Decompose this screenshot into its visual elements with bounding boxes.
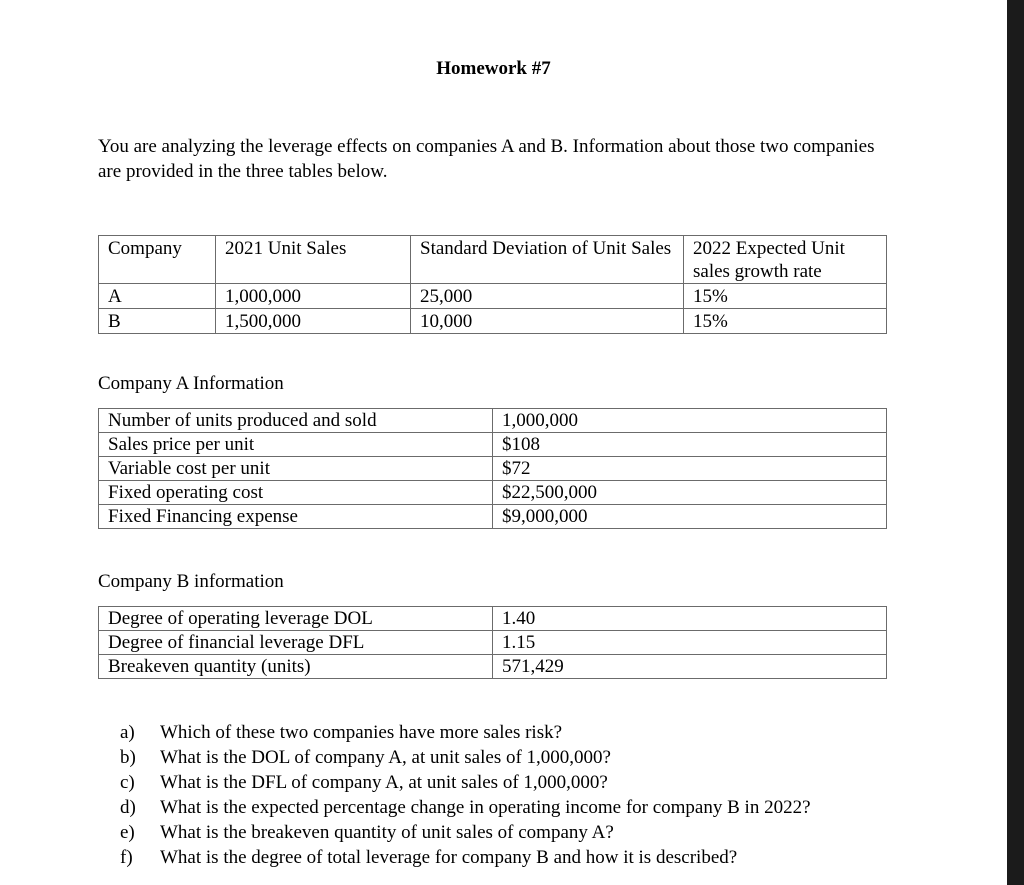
table-row bbox=[99, 409, 887, 433]
list-marker: d) bbox=[120, 797, 136, 818]
question-text: What is the DFL of company A, at unit sales of 1,000,000? bbox=[160, 772, 608, 793]
question-list bbox=[120, 720, 811, 870]
list-marker: b) bbox=[120, 747, 136, 768]
header-growth-rate: 2022 Expected Unit sales growth rate bbox=[684, 236, 887, 284]
row-label: Fixed operating cost bbox=[99, 481, 493, 505]
table-row bbox=[99, 607, 887, 631]
table-header-row bbox=[99, 236, 887, 284]
list-item bbox=[120, 845, 811, 870]
table-row bbox=[99, 457, 887, 481]
row-value: $108 bbox=[493, 433, 887, 457]
row-label: Variable cost per unit bbox=[99, 457, 493, 481]
list-item bbox=[120, 820, 811, 845]
row-label: Breakeven quantity (units) bbox=[99, 655, 493, 679]
row-value: $9,000,000 bbox=[493, 505, 887, 529]
cell-company: B bbox=[99, 309, 216, 334]
list-marker: f) bbox=[120, 847, 133, 868]
list-item bbox=[120, 795, 811, 820]
table-row bbox=[99, 309, 887, 334]
cell-growth-rate: 15% bbox=[684, 309, 887, 334]
header-std-dev: Standard Deviation of Unit Sales bbox=[411, 236, 684, 284]
unit-sales-table bbox=[98, 235, 887, 334]
question-text: What is the expected percentage change in operating income for company B in 2022? bbox=[160, 797, 811, 818]
question-text: What is the breakeven quantity of unit sales of company A? bbox=[160, 822, 614, 843]
row-label: Sales price per unit bbox=[99, 433, 493, 457]
table-row bbox=[99, 631, 887, 655]
table-row bbox=[99, 284, 887, 309]
cell-unit-sales: 1,000,000 bbox=[216, 284, 411, 309]
page-title: Homework #7 bbox=[436, 58, 551, 79]
row-label: Degree of operating leverage DOL bbox=[99, 607, 493, 631]
list-marker: e) bbox=[120, 822, 135, 843]
intro-paragraph: You are analyzing the leverage effects on companies A and B. Information about those two companies are provided in the three tables below. bbox=[98, 136, 875, 182]
list-item bbox=[120, 770, 811, 795]
list-item bbox=[120, 720, 811, 745]
list-marker: a) bbox=[120, 722, 135, 743]
row-value: 1.40 bbox=[493, 607, 887, 631]
row-value: 571,429 bbox=[493, 655, 887, 679]
cell-std-dev: 10,000 bbox=[411, 309, 684, 334]
row-label: Fixed Financing expense bbox=[99, 505, 493, 529]
cell-std-dev: 25,000 bbox=[411, 284, 684, 309]
company-a-heading: Company A Information bbox=[98, 373, 284, 394]
table-row bbox=[99, 655, 887, 679]
question-text: What is the DOL of company A, at unit sales of 1,000,000? bbox=[160, 747, 611, 768]
company-b-heading: Company B information bbox=[98, 571, 284, 592]
table-row bbox=[99, 505, 887, 529]
cell-unit-sales: 1,500,000 bbox=[216, 309, 411, 334]
window-edge bbox=[1007, 0, 1024, 885]
row-value: $22,500,000 bbox=[493, 481, 887, 505]
cell-company: A bbox=[99, 284, 216, 309]
company-b-table bbox=[98, 606, 887, 679]
header-company: Company bbox=[99, 236, 216, 284]
question-text: Which of these two companies have more sales risk? bbox=[160, 722, 563, 743]
header-2021-unit-sales: 2021 Unit Sales bbox=[216, 236, 411, 284]
row-label: Degree of financial leverage DFL bbox=[99, 631, 493, 655]
row-label: Number of units produced and sold bbox=[99, 409, 493, 433]
table-row bbox=[99, 433, 887, 457]
row-value: 1,000,000 bbox=[493, 409, 887, 433]
list-item bbox=[120, 745, 811, 770]
row-value: 1.15 bbox=[493, 631, 887, 655]
question-text: What is the degree of total leverage for company B and how it is described? bbox=[160, 847, 738, 868]
table-row bbox=[99, 481, 887, 505]
row-value: $72 bbox=[493, 457, 887, 481]
cell-growth-rate: 15% bbox=[684, 284, 887, 309]
company-a-table bbox=[98, 408, 887, 529]
list-marker: c) bbox=[120, 772, 135, 793]
